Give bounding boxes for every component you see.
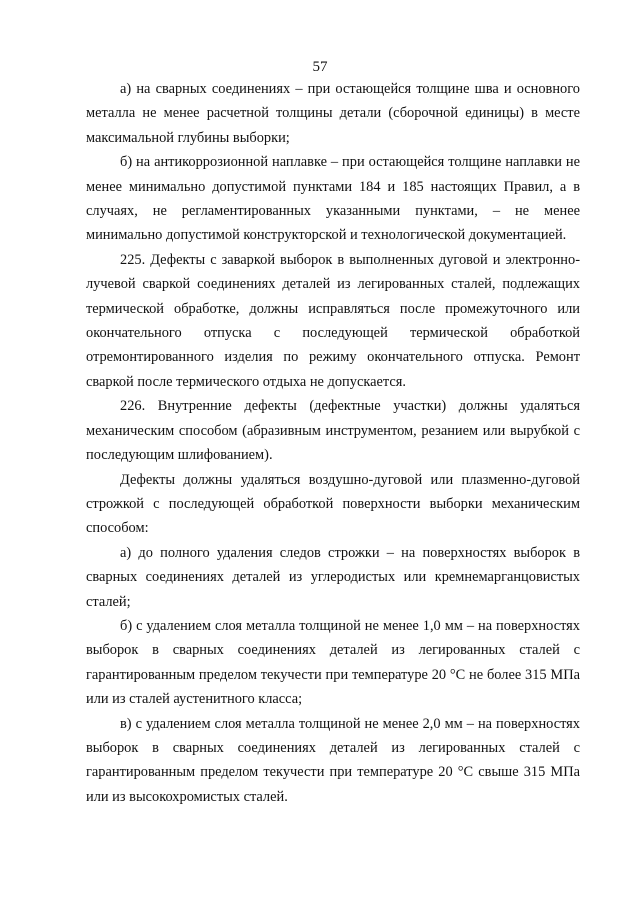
- paragraph-b-metal-layer-1mm: б) с удалением слоя металла толщиной не менее 1,0 мм – на поверхностях выборок в сварных соединениях деталей из легированных сталей с гарантированным пределом текучести при температуре 20 °С не более 315 МПа или из сталей аустенитного класса;: [86, 617, 580, 708]
- paragraph-c-metal-layer-2mm: в) с удалением слоя металла толщиной не менее 2,0 мм – на поверхностях выборок в сварных соединениях деталей из легированных сталей с гарантированным пределом текучести при температуре 20 °С свыше 315 МПа или из высокохромистых сталей.: [86, 715, 580, 805]
- paragraph-226: 226. Внутренние дефекты (дефектные участки) должны удаляться механическим способом (абразивным инструментом, резанием или вырубкой с последующим шлифованием).: [86, 398, 580, 464]
- paragraph-defect-removal: Дефекты должны удаляться воздушно-дуговой или плазменно-дуговой строжкой с последующей обработкой поверхности выборки механическим способом:: [86, 471, 580, 537]
- page-number: 57: [312, 59, 328, 75]
- paragraph-a-gouging-traces: а) до полного удаления следов строжки – на поверхностях выборок в сварных соединениях деталей из углеродистых или кремнемарганцовистых сталей;: [86, 544, 580, 610]
- paragraph-b-anticorrosion-cladding: б) на антикоррозионной наплавке – при остающейся толщине наплавки не менее минимально допустимой пунктами 184 и 185 настоящих Правил, а в случаях, не регламентированных указанными пунктами, – не менее минимально допустимой конструкторской и технологической документацией.: [86, 154, 580, 244]
- document-body: [86, 77, 580, 809]
- paragraph-225: 225. Дефекты с заваркой выборок в выполненных дуговой и электронно-лучевой сваркой соединениях деталей из легированных сталей, подлежащих термической обработке, должны исправляться после промежуточного или окончательного отпуска с последующей термической обработкой отремонтированного изделия по режиму окончательного отпуска. Ремонт сваркой после термического отдыха не допускается.: [86, 251, 580, 390]
- paragraph-a-welded-joints: а) на сварных соединениях – при остающейся толщине шва и основного металла не менее расчетной толщины детали (сборочной единицы) в месте максимальной глубины выборки;: [86, 81, 580, 146]
